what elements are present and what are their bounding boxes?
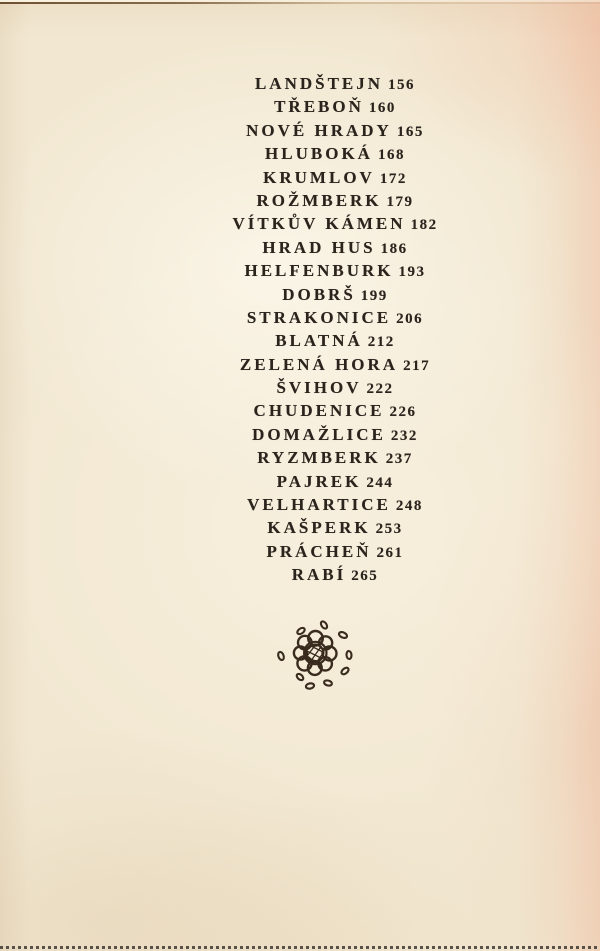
page-number: 232: [390, 427, 418, 444]
page-number: 186: [380, 240, 408, 257]
toc-row: [135, 446, 535, 469]
toc-row: [135, 516, 535, 539]
castle-name: KAŠPERK: [267, 518, 371, 538]
castle-name: LANDŠTEJN: [254, 74, 384, 93]
page-top-edge-line: [0, 2, 600, 4]
toc-row: [135, 212, 535, 235]
castle-name: ROŽMBERK: [256, 190, 382, 210]
toc-row: [135, 189, 535, 212]
toc-row: [135, 563, 535, 586]
castle-name: HELFENBURK: [244, 261, 394, 281]
toc-row: [135, 353, 535, 376]
page-number: 261: [376, 544, 404, 561]
toc-row: [135, 306, 535, 329]
page-number: 179: [386, 193, 414, 210]
toc-row: [135, 259, 535, 282]
castle-name: BLATNÁ: [275, 331, 363, 351]
toc-row: [135, 95, 535, 118]
castle-name: KRUMLOV: [263, 167, 375, 187]
toc-row: [135, 399, 535, 422]
page-number: 248: [395, 498, 423, 515]
page-number: 244: [366, 474, 394, 491]
castle-name: NOVÉ HRADY: [246, 120, 392, 140]
toc-row: [135, 142, 535, 165]
castle-name: TŘEBOŇ: [274, 97, 364, 117]
castle-name: DOBRŠ: [282, 284, 356, 304]
page-bottom-stitch-line: [0, 946, 600, 949]
page-number: 206: [396, 310, 424, 327]
castle-name: VÍTKŮV KÁMEN: [232, 214, 406, 234]
rosette-flower-ornament-icon: [275, 613, 355, 693]
castle-name: RABÍ: [291, 565, 347, 585]
page-number: 160: [368, 100, 396, 117]
page-number: 199: [360, 287, 388, 304]
castle-name: STRAKONICE: [246, 307, 392, 327]
page-number: 253: [375, 521, 403, 538]
castle-name: PAJREK: [276, 471, 362, 491]
toc-row: [135, 470, 535, 493]
castle-name: HRAD HUS: [262, 237, 376, 257]
page-number: 265: [351, 568, 379, 585]
page-number: 172: [379, 170, 407, 187]
page-number: 212: [367, 334, 395, 351]
castle-name: RYZMBERK: [257, 448, 381, 468]
toc-row: [135, 493, 535, 516]
toc-row: [135, 166, 535, 189]
toc-row: [135, 423, 535, 446]
castle-name: DOMAŽLICE: [252, 424, 386, 444]
castle-name: CHUDENICE: [253, 401, 385, 421]
castle-name: PRÁCHEŇ: [266, 541, 372, 561]
toc-row: [135, 236, 535, 259]
toc-row: [135, 72, 535, 95]
toc-row: [135, 119, 535, 142]
page-number: 226: [389, 404, 417, 421]
page-number: 222: [366, 381, 394, 398]
toc-row: [135, 329, 535, 352]
page-number: 237: [385, 451, 413, 468]
castle-name: VELHARTICE: [247, 495, 391, 515]
page-number: 182: [410, 217, 438, 234]
toc-row: [135, 540, 535, 563]
page-number: 217: [403, 357, 431, 374]
castle-name: HLUBOKÁ: [265, 144, 373, 164]
table-of-contents: [135, 72, 535, 587]
castle-name: ŠVIHOV: [276, 378, 362, 398]
page-number: 156: [388, 77, 416, 93]
page-number: 193: [398, 264, 426, 281]
castle-name: ZELENÁ HORA: [239, 354, 399, 374]
page-number: 165: [396, 123, 424, 140]
page-number: 168: [377, 147, 405, 164]
toc-row: [135, 283, 535, 306]
toc-row: [135, 376, 535, 399]
